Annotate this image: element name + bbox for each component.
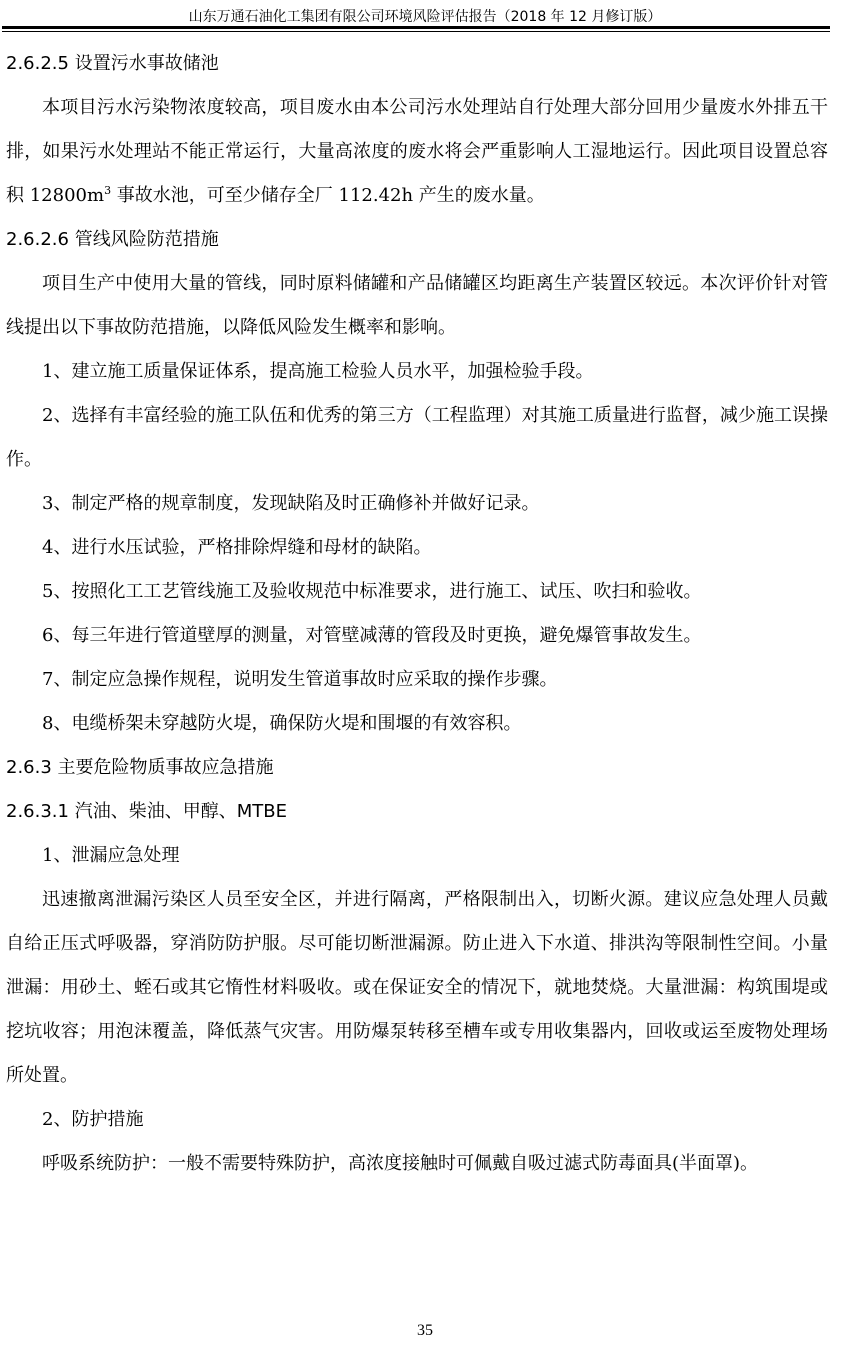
page-body	[6, 42, 828, 1186]
subheading-protection: 2、防护措施	[42, 1109, 144, 1130]
paragraph-sewage-pool	[6, 86, 828, 218]
header-rule-thin	[2, 31, 830, 32]
heading-2-6-2-5: 2.6.2.5 设置污水事故储池	[6, 53, 219, 74]
list-item: 5、按照化工工艺管线施工及验收规范中标准要求，进行施工、试压、吹扫和验收。	[42, 581, 702, 602]
list-item: 4、进行水压试验，严格排除焊缝和母材的缺陷。	[42, 537, 432, 558]
document-header: 山东万通石油化工集团有限公司环境风险评估报告（2018 年 12 月修订版）	[188, 9, 662, 25]
heading-2-6-3: 2.6.3 主要危险物质事故应急措施	[6, 757, 274, 778]
superscript-3: 3	[104, 184, 112, 197]
list-item: 7、制定应急操作规程，说明发生管道事故时应采取的操作步骤。	[42, 669, 558, 690]
paragraph-sewage-pool-part-a: 本项目污水污染物浓度较高，项目废水由本公司污水处理站自行处理大部分回用少量废水外排五干排，如果污水处理站不能正常运行，大量高浓度的废水将会严重影响人工湿地运行。因此项目设置总容积 12800m	[6, 97, 828, 206]
subheading-leak-response: 1、泄漏应急处理	[42, 845, 180, 866]
heading-2-6-3-1: 2.6.3.1 汽油、柴油、甲醇、MTBE	[6, 801, 287, 822]
paragraph-pipeline-intro: 项目生产中使用大量的管线，同时原料储罐和产品储罐区均距离生产装置区较远。本次评价针对管线提出以下事故防范措施，以降低风险发生概率和影响。	[6, 273, 828, 338]
paragraph-respiratory-protection: 呼吸系统防护：一般不需要特殊防护，高浓度接触时可佩戴自吸过滤式防毒面具(半面罩)。	[42, 1153, 759, 1174]
header-rule-thick	[2, 26, 830, 29]
list-item: 8、电缆桥架未穿越防火堤，确保防火堤和围堰的有效容积。	[42, 713, 522, 734]
list-item: 2、选择有丰富经验的施工队伍和优秀的第三方（工程监理）对其施工质量进行监督，减少施工误操作。	[6, 405, 828, 470]
list-item: 1、建立施工质量保证体系，提高施工检验人员水平，加强检验手段。	[42, 361, 594, 382]
list-item: 6、每三年进行管道壁厚的测量，对管壁减薄的管段及时更换，避免爆管事故发生。	[42, 625, 702, 646]
heading-2-6-2-6: 2.6.2.6 管线风险防范措施	[6, 229, 219, 250]
paragraph-leak-response: 迅速撤离泄漏污染区人员至安全区，并进行隔离，严格限制出入，切断火源。建议应急处理人员戴自给正压式呼吸器，穿消防防护服。尽可能切断泄漏源。防止进入下水道、排洪沟等限制性空间。小量泄漏：用砂土、蛭石或其它惰性材料吸收。或在保证安全的情况下，就地焚烧。大量泄漏：构筑围堤或挖坑收容；用泡沫覆盖，降低蒸气灾害。用防爆泵转移至槽车或专用收集器内，回收或运至废物处理场所处置。	[6, 889, 828, 1086]
list-item: 3、制定严格的规章制度，发现缺陷及时正确修补并做好记录。	[42, 493, 540, 514]
paragraph-sewage-pool-part-b: 事故水池，可至少储存全厂 112.42h 产生的废水量。	[111, 185, 545, 206]
page-number: 35	[417, 1322, 433, 1339]
